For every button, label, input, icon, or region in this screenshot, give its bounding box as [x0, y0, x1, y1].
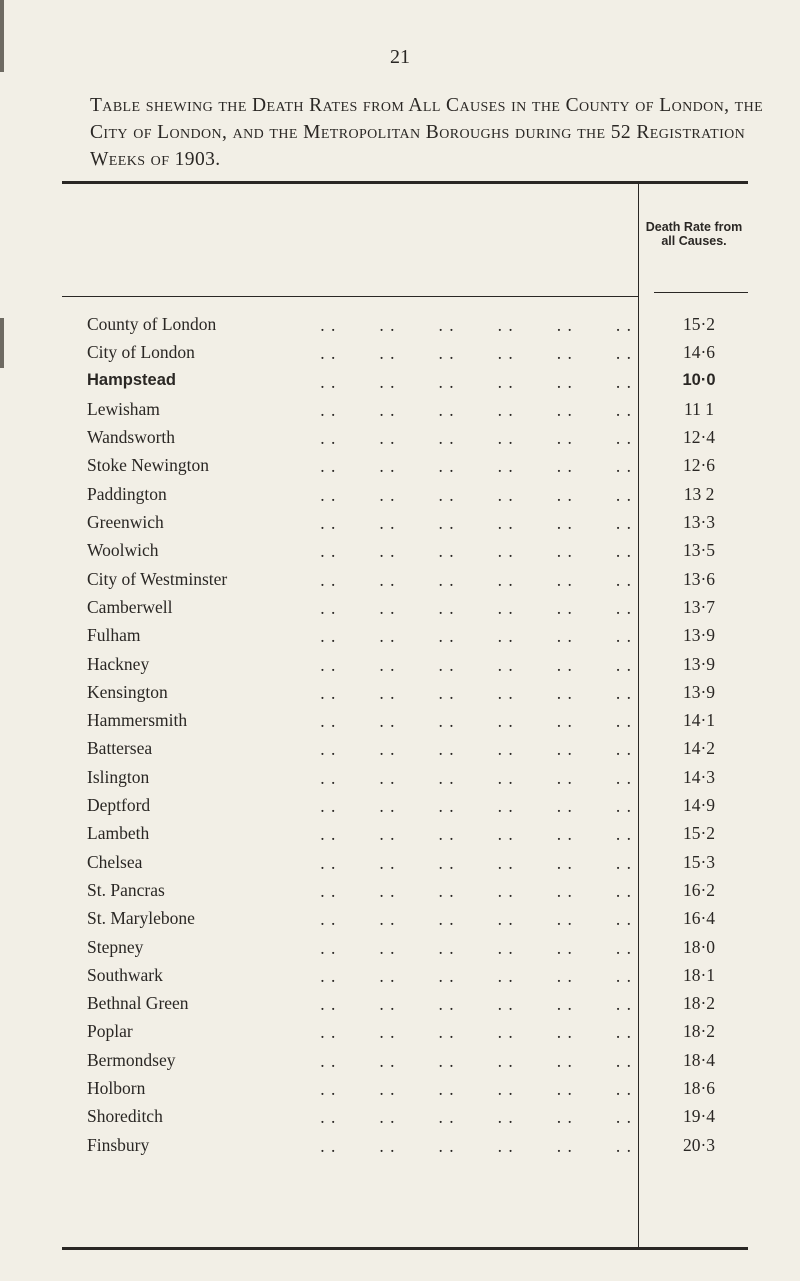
death-rate-value: 15·2: [682, 314, 716, 334]
table-row: [0, 593, 800, 621]
death-rate-value: 18·6: [682, 1078, 716, 1099]
district-name: Stepney . .: [87, 937, 632, 958]
death-rate-value: 19·4: [682, 1106, 716, 1127]
dot-leader: . . . . . . . . . . . .: [320, 937, 632, 958]
table-row: [0, 338, 800, 366]
dot-leader: . . . . . . . . . . . .: [320, 343, 632, 364]
death-rate-value: 18·2: [682, 1021, 716, 1042]
table-row: [0, 819, 800, 847]
dot-leader: . . . . . . . . . . . .: [320, 880, 632, 901]
dot-leader: . . . . . . . . . . . .: [320, 852, 632, 873]
district-name: Shoreditch . .: [87, 1106, 632, 1127]
dot-leader: . . . . . . . . . . . .: [320, 796, 632, 817]
dot-leader: . . . . . . . . . . . .: [320, 1135, 632, 1156]
dot-leader: . . . . . . . . . . . .: [320, 597, 632, 618]
district-name: Hammersmith . .: [87, 710, 632, 731]
dot-leader: . . . . . . . . . . . .: [320, 399, 632, 420]
dot-leader: . . . . . . . . . . . .: [320, 626, 632, 647]
table-title: Table shewing the Death Rates from All Causes in the County of London, the City of London, and the Metropolitan Boroughs during the 52 Registration Weeks of 1903.: [90, 95, 764, 170]
death-rate-value: 16·2: [682, 879, 716, 900]
death-rate-value: 13·5: [682, 540, 716, 561]
district-name: Battersea . .: [87, 738, 632, 759]
dot-leader: . . . . . . . . . . . .: [320, 739, 632, 760]
table-row: [0, 706, 800, 734]
death-rate-value: 15·3: [682, 851, 716, 872]
table-row: [0, 933, 800, 961]
district-name: County of London . .: [87, 314, 632, 335]
table-row: [0, 791, 800, 819]
death-rate-value: 14·3: [682, 766, 716, 787]
dot-leader: . . . . . . . . . . . .: [320, 1022, 632, 1043]
table-row: [0, 989, 800, 1017]
dot-leader: . . . . . . . . . . . .: [320, 1050, 632, 1071]
dot-leader: . . . . . . . . . . . .: [320, 513, 632, 534]
district-name: Stoke Newington . .: [87, 455, 632, 476]
dot-leader: . . . . . . . . . . . .: [320, 767, 632, 788]
dot-leader: . . . . . . . . . . . .: [320, 654, 632, 675]
table-row: [0, 480, 800, 508]
district-name: Poplar . .: [87, 1021, 632, 1042]
district-name: Deptford . .: [87, 795, 632, 816]
death-rate-value: 14·1: [682, 710, 716, 731]
dot-leader: . . . . . . . . . . . .: [320, 1079, 632, 1100]
death-rate-value: 20·3: [682, 1134, 716, 1155]
district-name: Bethnal Green . .: [87, 993, 632, 1014]
table-row: [0, 423, 800, 451]
table-row: [0, 310, 800, 338]
district-name: City of London . .: [87, 342, 632, 363]
table-row: [0, 734, 800, 762]
table-row: [0, 508, 800, 536]
death-rate-value: 13·7: [682, 596, 716, 617]
district-name: Lambeth . .: [87, 823, 632, 844]
table-row: [0, 1131, 800, 1159]
dot-leader: . . . . . . . . . . . .: [320, 965, 632, 986]
dot-leader: . . . . . . . . . . . .: [320, 1107, 632, 1128]
district-name: Southwark . .: [87, 965, 632, 986]
table-row: [0, 621, 800, 649]
district-name: Woolwich . .: [87, 540, 632, 561]
dot-leader: . . . . . . . . . . . .: [320, 484, 632, 505]
district-name: Lewisham . .: [87, 399, 632, 420]
header-rule-right: [654, 292, 748, 293]
death-rate-value: 18·1: [682, 964, 716, 985]
table-row: [0, 395, 800, 423]
district-name: City of Westminster . .: [87, 569, 632, 590]
district-name: Camberwell . .: [87, 597, 632, 618]
table-row: [0, 536, 800, 564]
dot-leader: . . . . . . . . . . . .: [320, 456, 632, 477]
table-row: [0, 650, 800, 678]
district-name: Hampstead . .: [87, 371, 632, 390]
district-name: Islington . .: [87, 767, 632, 788]
death-rate-value: 14·2: [682, 738, 716, 759]
table-row: [0, 565, 800, 593]
dot-leader: . . . . . . . . . . . .: [320, 682, 632, 703]
death-rate-value: 18·2: [682, 993, 716, 1014]
table-row: [0, 367, 800, 395]
table-row: [0, 904, 800, 932]
table-row: [0, 1074, 800, 1102]
death-rate-value: 13·3: [682, 512, 716, 533]
district-name: Kensington . .: [87, 682, 632, 703]
death-rate-value: 18·0: [682, 936, 716, 957]
death-rate-value: 18·4: [682, 1049, 716, 1070]
district-name: Paddington . .: [87, 484, 632, 505]
dot-leader: . . . . . . . . . . . .: [320, 315, 632, 335]
death-rate-value: 12·6: [682, 455, 716, 476]
death-rate-value: 12·4: [682, 427, 716, 448]
dot-leader: . . . . . . . . . . . .: [320, 824, 632, 845]
district-name: Hackney . .: [87, 654, 632, 675]
death-rate-value: 13·9: [682, 681, 716, 702]
table-body: [0, 310, 800, 1159]
district-name: Holborn . .: [87, 1078, 632, 1099]
table-row: [0, 961, 800, 989]
table-row: [0, 1017, 800, 1045]
district-name: St. Marylebone . .: [87, 908, 632, 929]
death-rate-value: 13·9: [682, 625, 716, 646]
death-rate-value: 13·9: [682, 653, 716, 674]
district-name: Chelsea . .: [87, 852, 632, 873]
district-name: Bermondsey . .: [87, 1050, 632, 1071]
death-rate-value: 13 2: [683, 483, 715, 504]
table-row: [0, 678, 800, 706]
district-name: Wandsworth . .: [87, 427, 632, 448]
dot-leader: . . . . . . . . . . . .: [320, 371, 632, 392]
dot-leader: . . . . . . . . . . . .: [320, 711, 632, 732]
table-top-rule: [62, 181, 748, 184]
dot-leader: . . . . . . . . . . . .: [320, 569, 632, 590]
dot-leader: . . . . . . . . . . . .: [320, 994, 632, 1015]
table-row: [0, 763, 800, 791]
death-rate-value: 16·4: [682, 908, 716, 929]
district-name: St. Pancras . .: [87, 880, 632, 901]
death-rate-value: 13·6: [682, 568, 716, 589]
page-number: 21: [390, 46, 410, 68]
header-rule-left: [62, 296, 638, 297]
death-rate-value: 15·2: [682, 823, 716, 844]
table-row: [0, 848, 800, 876]
column-header-death-rate: Death Rate from all Causes.: [645, 220, 743, 248]
table-bottom-rule: [62, 1247, 748, 1250]
death-rate-value: 14·9: [682, 795, 716, 816]
dot-leader: . . . . . . . . . . . .: [320, 541, 632, 562]
district-name: Greenwich . .: [87, 512, 632, 533]
table-row: [0, 1046, 800, 1074]
dot-leader: . . . . . . . . . . . .: [320, 909, 632, 930]
district-name: Finsbury . .: [87, 1135, 632, 1156]
death-rate-value: 11 1: [684, 398, 714, 419]
death-rate-value: 14·6: [682, 342, 716, 363]
dot-leader: . . . . . . . . . . . .: [320, 428, 632, 449]
death-rate-value: 10·0: [682, 370, 716, 389]
table-row: [0, 876, 800, 904]
table-row: [0, 1102, 800, 1130]
table-row: [0, 451, 800, 479]
district-name: Fulham . .: [87, 625, 632, 646]
